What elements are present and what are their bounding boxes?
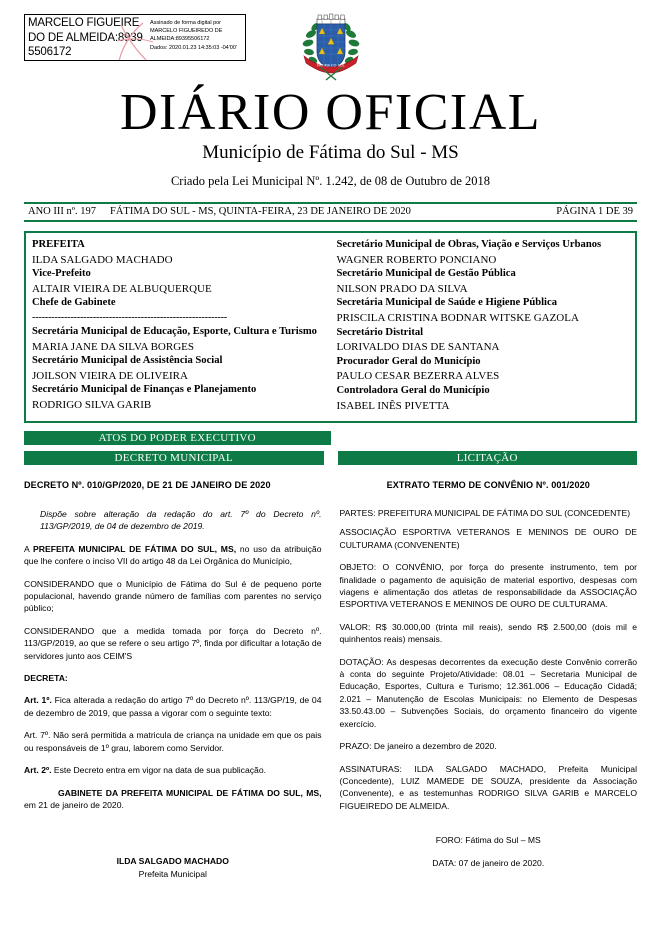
convenio-objeto: OBJETO: O CONVÊNIO, por força do presente instrumento, tem por finalidade o pagamento de aquisição de material esportivo, despesas com viagens e alimentação dos atletas de responsabilidade da ASSOCIAÇÃO ESPORTIVA VETERANOS E MENINOS DE OURO DE CULTURAMA. (339, 562, 637, 610)
decree-considerando-2: CONSIDERANDO que a medida tomada por força do Decreto nº. 113/GP/2019, ao que se refere o seu artigo 7º, finda por dificultar a lotação de servidores junto aos CEIM'S (24, 625, 322, 661)
convenio-partes: PARTES: PREFEITURA MUNICIPAL DE FÁTIMA DO SUL (CONCEDENTE) (339, 508, 631, 518)
masthead-law-reference: Criado pela Lei Municipal Nº. 1.242, de 08 de Outubro de 2018 (170, 174, 491, 188)
decree-article-1-text: Fica alterada a redação do artigo 7º do Decreto nº. 113/GP/19, de 04 de dezembro de 2019, que passa a vigorar com o seguinte texto: (24, 695, 322, 718)
official-role: Secretária Municipal de Saúde e Higiene Pública (336, 297, 557, 309)
decree-preamble-rest: no uso da atribuição que lhe confere o inciso VII do artigo 48 da Lei Orgânica do Município, (24, 543, 322, 567)
edition-page-number: PÁGINA 1 DE 39 (556, 206, 633, 217)
content-columns (24, 479, 637, 880)
officials-column-right (331, 238, 630, 415)
svg-text:FATIMA DO SUL: FATIMA DO SUL (317, 63, 345, 68)
official-name: RODRIGO SILVA GARIB (32, 398, 152, 411)
column-convenio (338, 479, 638, 880)
decree-considerando-1: CONSIDERANDO que o Município de Fátima do Sul é de pequeno porte populacional, havendo grande número de famílias com parentes no serviço público; (24, 578, 322, 614)
digital-signature-stamp (24, 14, 246, 61)
section-bar-bidding: LICITAÇÃO (338, 451, 638, 465)
official-role: Secretário Municipal de Assistência Social (32, 355, 223, 367)
decree-signature-spacer (24, 821, 322, 855)
official-name: ALTAIR VIEIRA DE ALBUQUERQUE (32, 282, 212, 295)
official-name: ISABEL INÊS PIVETTA (336, 399, 450, 412)
convenio-heading: EXTRATO TERMO DE CONVÊNIO Nº. 001/2020 (386, 480, 590, 490)
convenio-foro: FORO: Fátima do Sul – MS (435, 835, 541, 846)
official-role: PREFEITA (32, 239, 85, 250)
decree-gabinete-bold: GABINETE DA PREFEITA MUNICIPAL DE FÁTIMA DO SUL, MS, (58, 787, 322, 798)
official-name: MARIA JANE DA SILVA BORGES (32, 340, 194, 353)
page-title: DIÁRIO OFICIAL (119, 84, 542, 141)
decree-article-2 (24, 764, 322, 776)
decree-heading: DECRETO Nº. 010/GP/2020, DE 21 DE JANEIRO DE 2020 (24, 480, 271, 490)
official-name: PAULO CESAR BEZERRA ALVES (336, 370, 500, 383)
official-role: Secretário Municipal de Gestão Pública (336, 268, 516, 280)
signature-meta-line-3: ALMEIDA:89395506172 (150, 36, 210, 43)
official-name: NILSON PRADO DA SILVA (336, 282, 468, 295)
decree-gabinete-rest: em 21 de janeiro de 2020. (24, 799, 124, 810)
decree-article-2-label: Art. 2º. (24, 765, 52, 776)
convenio-data: DATA: 07 de janeiro de 2020. (432, 857, 545, 868)
signature-metadata (148, 15, 245, 60)
official-role: Chefe de Gabinete (32, 297, 116, 309)
decree-preamble-authority: PREFEITA MUNICIPAL DE FÁTIMA DO SUL, MS, (33, 543, 237, 554)
convenio-valor: VALOR: R$ 30.000,00 (trinta mil reais), sendo R$ 2.500,00 (dois mil e quinhentos reais) mensais. (339, 621, 637, 645)
decree-preamble (24, 543, 322, 568)
municipal-coat-of-arms-icon (298, 12, 364, 84)
official-name: LORIVALDO DIAS DE SANTANA (336, 341, 500, 354)
edition-city-date: FÁTIMA DO SUL - MS, QUINTA-FEIRA, 23 DE JANEIRO DE 2020 (110, 206, 411, 217)
official-name: PRISCILA CRISTINA BODNAR WITSKE GAZOLA (336, 311, 579, 324)
official-role: Procurador Geral do Município (336, 355, 481, 367)
decree-article-1-label: Art. 1º. (24, 695, 52, 706)
section-bar-municipal-decree: DECRETO MUNICIPAL (24, 451, 324, 465)
officials-divider: ------------------------------------------------------------- (32, 311, 227, 323)
official-name: ILDA SALGADO MACHADO (32, 253, 173, 266)
column-decree (24, 479, 324, 880)
convenio-dotacao: DOTAÇÃO: As despesas decorrentes da execução deste Convênio correrão à conta do seguinte Projeto/Atividade: 08.01 – Secretaria Municipal de Educação, Esportes, Cultura e Turismo; 12.361.006 – Educação Cidadã; 2.021 – Manutenção de Escolas Municipais: no Elemento de Despesas 33.50.43.00 – Subvenções Sociais, do orçamento financeiro do vigente exercício. (339, 656, 637, 729)
signature-signer-name: MARCELO FIGUEIREDO DE ALMEIDA:89395506172 (28, 17, 143, 58)
edition-year-number: ANO III nº. 197 (28, 206, 96, 217)
decree-gabinete-line (24, 787, 322, 812)
officials-roster-box (24, 231, 637, 423)
decree-signature-block (24, 855, 322, 880)
official-role: Secretário Municipal de Finanças e Planejamento (32, 384, 257, 396)
decree-article-7-quote: Art. 7º. Não será permitida a matricula de criança na unidade em que os pais ou responsáveis de 1º grau, laborem como Servidor. (24, 730, 322, 753)
edition-info-bar (24, 202, 637, 222)
decree-article-1 (24, 694, 322, 719)
decree-decreta-label: DECRETA: (24, 673, 68, 684)
section-bar-row (24, 451, 637, 465)
decree-ementa: Dispõe sobre alteração da redação do art. 7º do Decreto nº. 113/GP/2019, de 04 de dezembro de 2019. (40, 509, 322, 532)
section-bar-executive-acts: ATOS DO PODER EXECUTIVO (24, 431, 331, 445)
official-name: WAGNER ROBERTO PONCIANO (336, 253, 497, 266)
official-role: Controladora Geral do Município (336, 384, 490, 396)
decree-signer-title: Prefeita Municipal (138, 868, 207, 879)
decree-article-2-text: Este Decreto entra em vigor na data de sua publicação. (51, 765, 266, 776)
official-role: Vice-Prefeito (32, 268, 91, 280)
convenio-spacer (340, 822, 638, 834)
signature-meta-line-1: Assinado de forma digital por (150, 20, 221, 26)
official-role: Secretário Municipal de Obras, Viação e Serviços Urbanos (336, 239, 602, 250)
signature-meta-line-4: Dados: 2020.01.23 14:35:03 -04'00' (150, 44, 237, 51)
official-role: Secretário Distrital (336, 326, 424, 338)
decree-signer-name: ILDA SALGADO MACHADO (116, 856, 229, 867)
signature-meta-line-2: MARCELO FIGUEIREDO DE (150, 28, 223, 35)
convenio-partes-2: ASSOCIAÇÃO ESPORTIVA VETERANOS E MENINOS DE OURO DE CULTURAMA (CONVENENTE) (339, 527, 637, 550)
officials-column-left (32, 238, 331, 415)
official-role: Secretária Municipal de Educação, Esporte, Cultura e Turismo (32, 325, 317, 337)
decree-preamble-lead: A (24, 543, 34, 554)
convenio-assinaturas: ASSINATURAS: ILDA SALGADO MACHADO, Prefeita Municipal (Concedente), LUIZ MAMEDE DE SOUZA, presidente da Associação (Convenente), e as testemunhas RODRIGO SILVA GARIB e MARCELO FIGUEIREDO DE ALMEIDA. (339, 763, 637, 811)
convenio-prazo: PRAZO: De janeiro a dezembro de 2020. (339, 741, 497, 752)
masthead-subtitle: Município de Fátima do Sul - MS (202, 142, 459, 163)
official-name: JOILSON VIEIRA DE OLIVEIRA (32, 369, 188, 382)
